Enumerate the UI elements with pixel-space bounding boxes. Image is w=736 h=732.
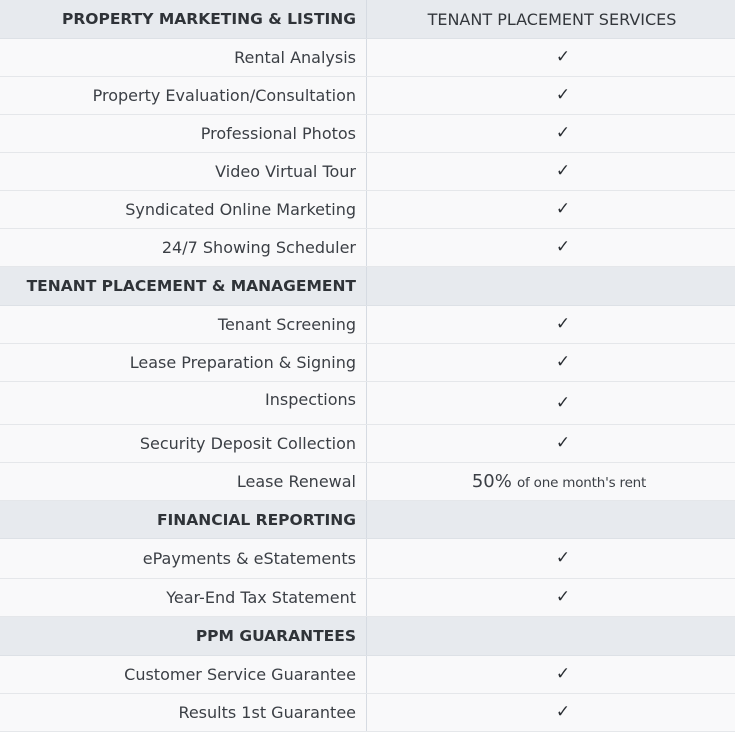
check-icon: ✓ — [555, 199, 571, 219]
feature-label: Video Virtual Tour — [0, 153, 367, 190]
section-header-row — [0, 267, 735, 306]
lease-renewal-fee — [472, 471, 646, 492]
table-row — [0, 229, 735, 267]
table-row — [0, 694, 735, 732]
feature-label: Property Evaluation/Consultation — [0, 77, 367, 114]
section-header-row — [0, 617, 735, 656]
feature-label: 24/7 Showing Scheduler — [0, 229, 367, 266]
feature-label: Inspections — [0, 382, 367, 424]
check-icon: ✓ — [555, 392, 571, 413]
check-icon: ✓ — [555, 237, 571, 257]
feature-label: Results 1st Guarantee — [0, 694, 367, 731]
table-row — [0, 579, 735, 617]
section-title-tenant-placement: TENANT PLACEMENT & MANAGEMENT — [0, 267, 367, 305]
check-icon: ✓ — [555, 587, 571, 607]
feature-label: Lease Renewal — [0, 463, 367, 500]
table-row — [0, 425, 735, 463]
lease-renewal-percent: 50% — [471, 471, 512, 492]
feature-label: Security Deposit Collection — [0, 425, 367, 462]
section-title-ppm-guarantees: PPM GUARANTEES — [0, 617, 367, 655]
check-icon: ✓ — [555, 548, 571, 568]
table-row — [0, 115, 735, 153]
feature-label: Professional Photos — [0, 115, 367, 152]
table-row — [0, 382, 735, 425]
feature-label: ePayments & eStatements — [0, 539, 367, 578]
table-header-row — [0, 0, 735, 39]
check-icon: ✓ — [555, 85, 571, 105]
table-row — [0, 191, 735, 229]
lease-renewal-text: of one month's rent — [516, 475, 647, 491]
table-row — [0, 539, 735, 579]
table-row — [0, 39, 735, 77]
check-icon: ✓ — [555, 433, 571, 453]
check-icon: ✓ — [555, 314, 571, 334]
feature-label: Customer Service Guarantee — [0, 656, 367, 693]
feature-label: Lease Preparation & Signing — [0, 344, 367, 381]
check-icon: ✓ — [555, 702, 571, 722]
feature-label: Tenant Screening — [0, 306, 367, 343]
table-row — [0, 656, 735, 694]
check-icon: ✓ — [555, 123, 571, 143]
table-row — [0, 463, 735, 501]
check-icon: ✓ — [555, 352, 571, 372]
section-header-row — [0, 501, 735, 539]
feature-label: Rental Analysis — [0, 39, 367, 76]
table-row — [0, 77, 735, 115]
table-row — [0, 306, 735, 344]
table-row — [0, 344, 735, 382]
table-row — [0, 153, 735, 191]
feature-label: Syndicated Online Marketing — [0, 191, 367, 228]
check-icon: ✓ — [555, 161, 571, 181]
section-title-property-marketing: PROPERTY MARKETING & LISTING — [0, 0, 367, 38]
column-title-tenant-placement: TENANT PLACEMENT SERVICES — [427, 9, 677, 29]
section-title-financial-reporting: FINANCIAL REPORTING — [0, 501, 367, 538]
feature-label: Year-End Tax Statement — [0, 579, 367, 616]
check-icon: ✓ — [555, 47, 571, 67]
check-icon: ✓ — [555, 664, 571, 684]
